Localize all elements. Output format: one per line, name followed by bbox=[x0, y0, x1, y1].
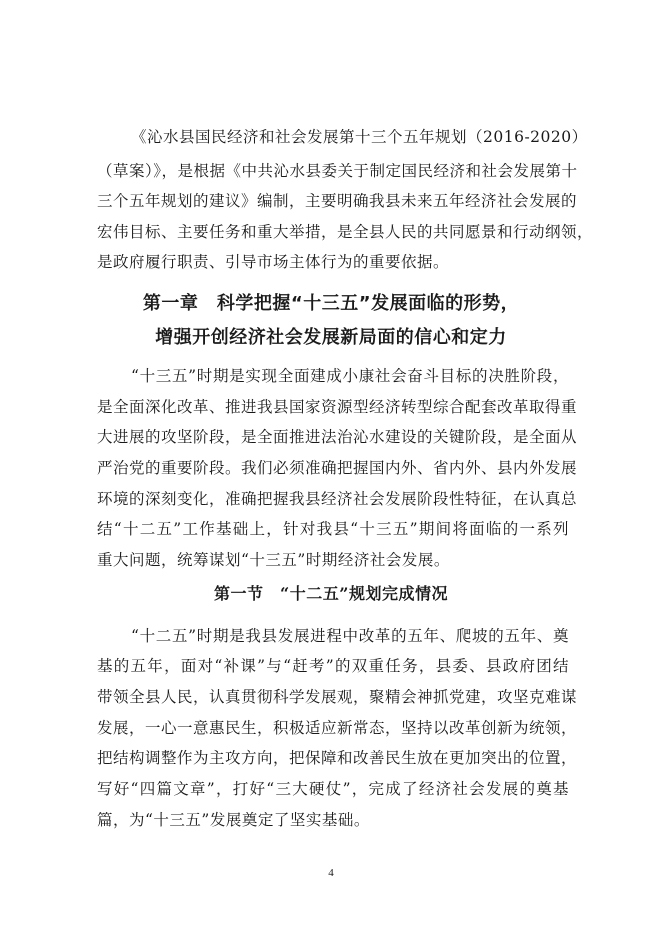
intro-line-3: 三个五年规划的建议》编制，主要明确我县未来五年经济社会发展的 bbox=[97, 192, 578, 210]
chapter-line-6: 结“十二五”工作基础上，针对我县“十三五”期间将面临的一系列 bbox=[97, 520, 569, 538]
intro-line-4: 宏伟目标、主要任务和重大举措，是全县人民的共同愿景和行动纲领， bbox=[97, 223, 594, 241]
chapter-title-line-2: 增强开创经济社会发展新局面的信心和定力 bbox=[155, 327, 507, 348]
chapter-title-line-1: 第一章 科学把握“十三五”发展面临的形势， bbox=[142, 293, 520, 314]
chapter-line-4: 严治党的重要阶段。我们必须准确把握国内外、省内外、县内外发展 bbox=[97, 459, 578, 477]
section-title: 第一节 “十二五”规划完成情况 bbox=[214, 584, 448, 603]
chapter-line-3: 大进展的攻坚阶段，是全面推进法治沁水建设的关键阶段，是全面从 bbox=[97, 428, 578, 446]
chapter-line-2: 是全面深化改革、推进我县国家资源型经济转型综合配套改革取得重 bbox=[97, 398, 578, 416]
section-line-4: 发展，一心一意惠民生，积极适应新常态，坚持以改革创新为统领， bbox=[97, 719, 578, 737]
intro-line-2: （草案）》，是根据《中共沁水县委关于制定国民经济和社会发展第十 bbox=[97, 162, 578, 180]
intro-line-1: 《沁水县国民经济和社会发展第十三个五年规划（2016-2020） bbox=[131, 128, 588, 146]
section-line-1: “十二五”时期是我县发展进程中改革的五年、爬坡的五年、奠 bbox=[131, 627, 569, 645]
section-line-3: 带领全县人民，认真贯彻科学发展观，聚精会神抓党建，攻坚克难谋 bbox=[97, 688, 578, 706]
page-number: 4 bbox=[328, 867, 334, 879]
section-line-7: 篇，为“十三五”发展奠定了坚实基础。 bbox=[97, 811, 370, 829]
section-line-2: 基的五年，面对“补课”与“赶考”的双重任务，县委、县政府团结 bbox=[97, 657, 569, 675]
intro-line-5: 是政府履行职责、引导市场主体行为的重要依据。 bbox=[97, 253, 450, 271]
chapter-line-5: 环境的深刻变化，准确把握我县经济社会发展阶段性特征，在认真总 bbox=[97, 490, 578, 508]
section-line-6: 写好“四篇文章”，打好“三大硬仗”，完成了经济社会发展的奠基 bbox=[97, 780, 569, 798]
chapter-line-1: “十三五”时期是实现全面建成小康社会奋斗目标的决胜阶段， bbox=[131, 367, 569, 385]
chapter-line-7: 重大问题，统筹谋划“十三五”时期经济社会发展。 bbox=[97, 551, 450, 569]
section-line-5: 把结构调整作为主攻方向，把保障和改善民生放在更加突出的位置， bbox=[97, 749, 578, 767]
